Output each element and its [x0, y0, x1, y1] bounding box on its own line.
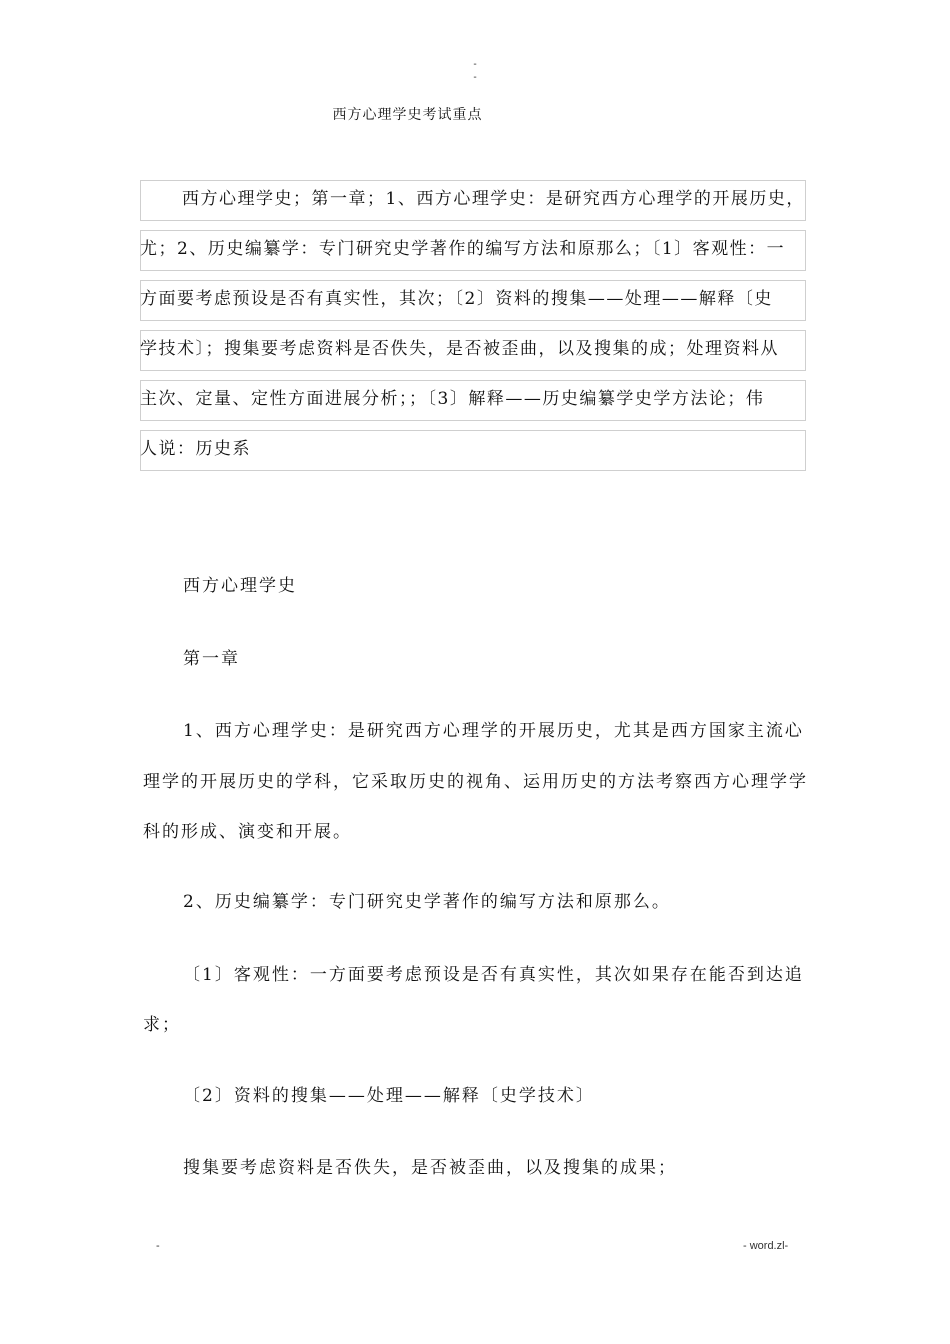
- paragraph-line: 2、历史编纂学：专门研究史学著作的编写方法和原那么。: [183, 892, 671, 912]
- chapter-heading: 第一章: [183, 649, 240, 669]
- paragraph-line: 〔1〕客观性：一方面要考虑预设是否有真实性，其次如果存在能否到达追: [183, 965, 804, 985]
- document-title: 西方心理学史考试重点: [332, 107, 483, 123]
- section-heading: 西方心理学史: [183, 576, 297, 596]
- paragraph-line: 求；: [143, 1015, 181, 1035]
- paragraph-line: 搜集要考虑资料是否佚失，是否被歪曲，以及搜集的成果；: [183, 1158, 677, 1178]
- summary-line: 西方心理学史；第一章；1、西方心理学史：是研究西方心理学的开展历史，: [182, 189, 805, 209]
- header-dash-bottom: -: [473, 72, 477, 83]
- summary-line: 方面要考虑预设是否有真实性，其次；〔2〕资料的搜集——处理——解释〔史: [140, 289, 773, 309]
- paragraph-line: 1、西方心理学史：是研究西方心理学的开展历史，尤其是西方国家主流心: [183, 721, 804, 741]
- header-dash-top: -: [473, 59, 477, 70]
- footer-right: - word.zl-: [743, 1240, 789, 1252]
- paragraph-line: 科的形成、演变和开展。: [143, 822, 352, 842]
- summary-line: 人说：历史系: [140, 439, 251, 459]
- summary-line: 学技术〕；搜集要考虑资料是否佚失，是否被歪曲，以及搜集的成；处理资料从: [140, 339, 779, 359]
- summary-line: 主次、定量、定性方面进展分析；；〔3〕解释——历史编纂学史学方法论；伟: [140, 389, 765, 409]
- paragraph-line: 〔2〕资料的搜集——处理——解释〔史学技术〕: [183, 1086, 595, 1106]
- summary-line: 尤；2、历史编纂学：专门研究史学著作的编写方法和原那么；〔1〕客观性：一: [140, 239, 786, 259]
- paragraph-line: 理学的开展历史的学科，它采取历史的视角、运用历史的方法考察西方心理学学: [143, 772, 808, 792]
- footer-left: -: [156, 1240, 160, 1252]
